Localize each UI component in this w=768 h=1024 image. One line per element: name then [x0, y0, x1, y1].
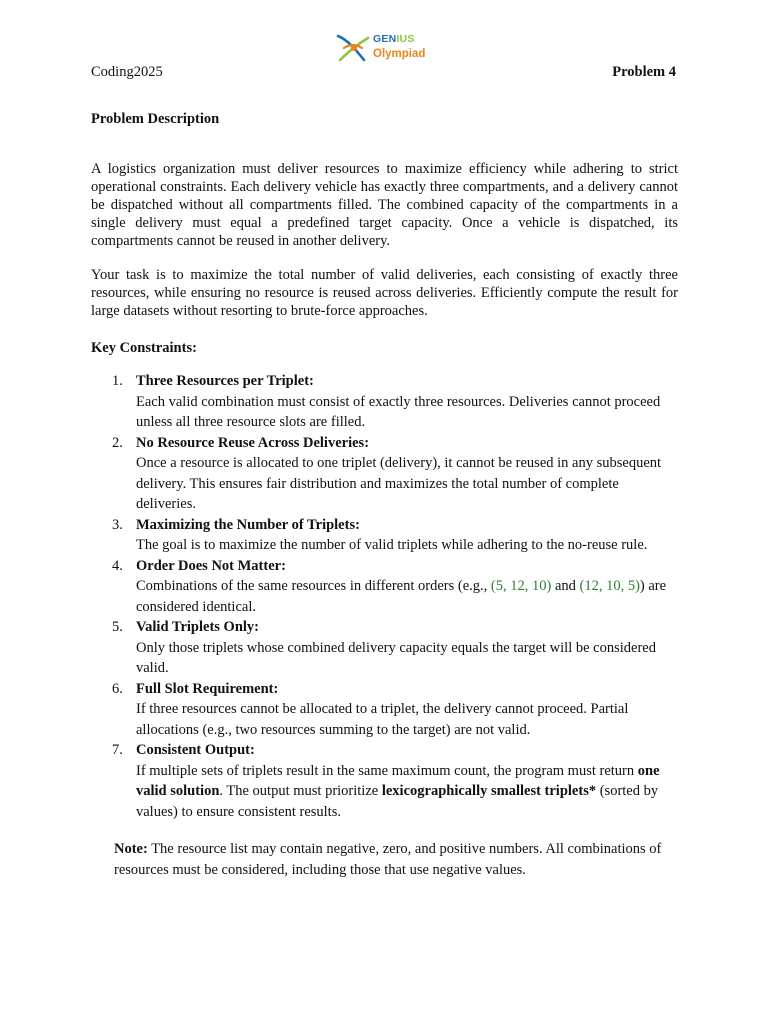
logo-text-genius: GENIUS: [373, 33, 415, 45]
constraint-number: 7.: [112, 742, 123, 758]
paragraph-task: Your task is to maximize the total number of valid deliveries, each consisting of exactly three resources, while ensuring no resource is reused across deliveries. Efficiently compute the result for large datasets without resorting to brute-force approaches.: [91, 267, 678, 319]
constraint-title: Order Does Not Matter:: [136, 557, 286, 574]
note-text: The resource list may contain negative, zero, and positive numbers. All combinations of resources must be considered, including those that use negative values.: [114, 841, 662, 878]
constraint-desc-part: If multiple sets of triplets result in the same maximum count, the program must return: [136, 762, 638, 779]
constraint-number: 6.: [112, 680, 123, 697]
constraint-item: [91, 556, 681, 618]
constraint-item: [91, 515, 681, 556]
header-problem-number: Problem 4: [612, 64, 676, 80]
constraint-description: If three resources cannot be allocated to a triplet, the delivery cannot proceed. Partial allocations (e.g., two resources summing to the target) are not valid.: [136, 701, 629, 738]
note-label: Note:: [114, 841, 148, 857]
constraints-title: Key Constraints:: [91, 340, 197, 356]
constraint-title: Three Resources per Triplet:: [136, 373, 314, 389]
example-triplet-1: (5, 12, 10): [490, 578, 552, 594]
constraint-title: Maximizing the Number of Triplets:: [136, 516, 360, 533]
constraint-description: Once a resource is allocated to one triplet (delivery), it cannot be reused in any subsequent delivery. This ensures fair distribution and maximizes the total number of complete deliveries.: [136, 455, 662, 512]
emphasis-lexicographic: lexicographically smallest triplets*: [381, 783, 597, 799]
paragraph-intro: A logistics organization must deliver resources to maximize efficiency while adhering to strict operational constraints. Each delivery vehicle has exactly three compartments, and a delivery cannot be dispatched without all compartments filled. The combined capacity of the compartments in a single delivery must equal a predefined target capacity. Once a vehicle is dispatched, its compartments cannot be reused in another delivery.: [91, 161, 678, 249]
constraint-title: Valid Triplets Only:: [136, 619, 260, 635]
constraint-number: 2.: [112, 434, 123, 451]
constraint-description: [136, 576, 681, 617]
constraint-number: 4.: [112, 557, 123, 574]
constraint-desc-part: . The output must prioritize: [219, 783, 382, 799]
constraint-item: [91, 433, 681, 515]
constraint-description: [136, 761, 681, 823]
header-left-label: Coding2025: [91, 64, 163, 80]
constraint-description: The goal is to maximize the number of valid triplets while adhering to the no-reuse rule.: [136, 537, 648, 553]
constraint-desc-part: ) are considered identical.: [136, 578, 667, 615]
constraint-title: Consistent Output:: [136, 742, 255, 758]
constraint-desc-part: and: [551, 578, 580, 594]
constraint-desc-part: (sorted by values) to ensure consistent results.: [136, 783, 659, 820]
emphasis-one-valid-solution: one valid solution: [136, 762, 660, 799]
constraint-number: 1.: [112, 373, 123, 389]
constraint-number: 5.: [112, 619, 123, 635]
note-paragraph: [114, 839, 684, 880]
constraint-item: [91, 617, 681, 679]
constraints-list: [91, 371, 681, 822]
constraint-item: [91, 371, 681, 433]
constraint-description: Only those triplets whose combined delivery capacity equals the target will be considered valid.: [136, 639, 656, 676]
logo-text-olympiad: Olympiad: [373, 48, 426, 60]
logo-swoosh-icon: [338, 36, 368, 60]
constraint-item: [91, 679, 681, 741]
constraint-item: [91, 740, 681, 822]
constraint-description: Each valid combination must consist of exactly three resources. Deliveries cannot proceed unless all three resource slots are filled.: [136, 393, 661, 430]
example-triplet-2: (12, 10, 5): [579, 578, 640, 594]
constraint-title: No Resource Reuse Across Deliveries:: [136, 434, 370, 451]
constraint-desc-part: Combinations of the same resources in different orders (e.g.,: [136, 578, 491, 594]
constraint-title: Full Slot Requirement:: [136, 680, 279, 697]
section-title: Problem Description: [91, 111, 220, 127]
constraint-number: 3.: [112, 516, 123, 533]
